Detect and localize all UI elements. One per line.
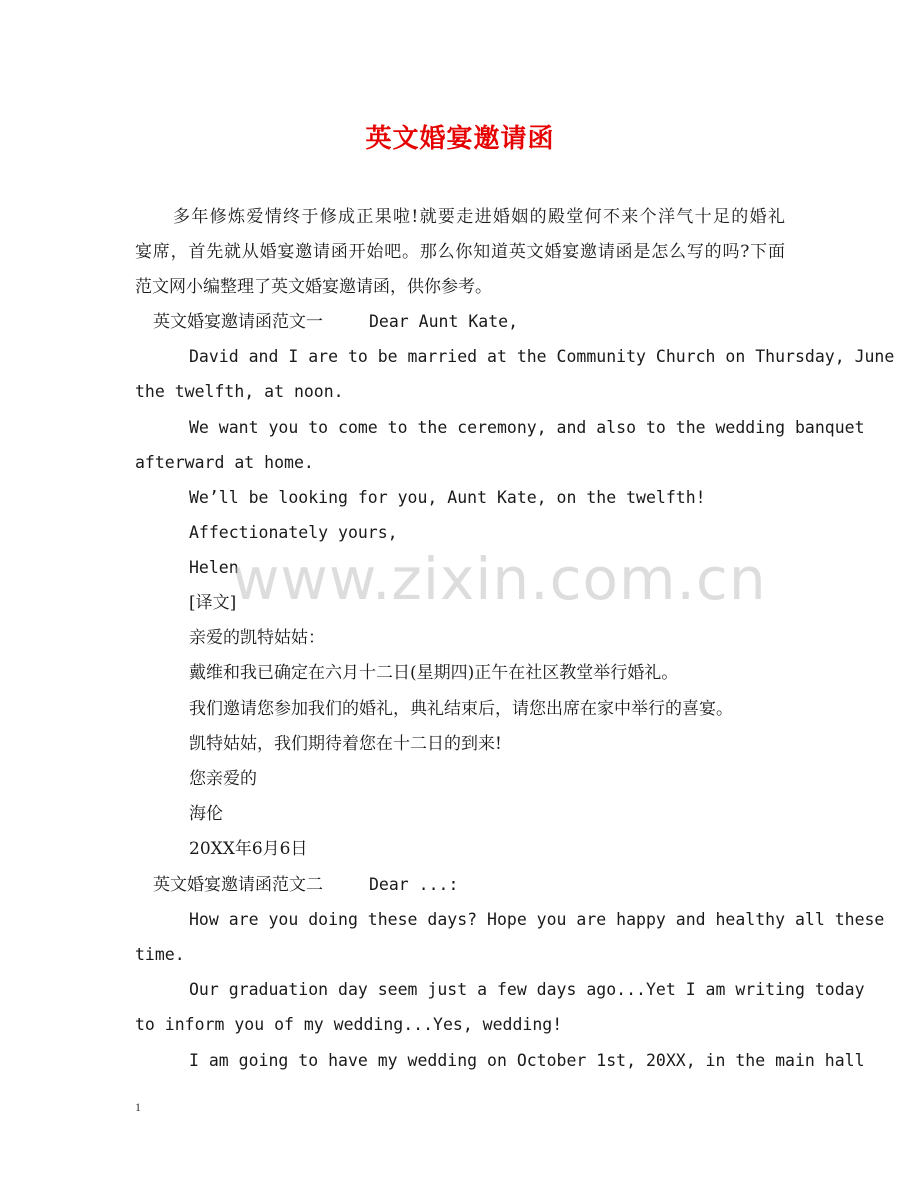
intro-line-3: 范文网小编整理了英文婚宴邀请函，供你参考。 xyxy=(135,277,492,297)
letter2-line-3: Our graduation day seem just a few days ago...Yet I am writing today xyxy=(189,980,865,999)
section-heading-2: 英文婚宴邀请函范文二 xyxy=(153,875,323,895)
translation-line-2: 戴维和我已确定在六月十二日(星期四)正午在社区教堂举行婚礼。 xyxy=(189,663,679,683)
translation-date: 20XX年6月6日 xyxy=(189,839,308,859)
letter2-line-5: I am going to have my wedding on October 1st, 20XX, in the main hall xyxy=(189,1051,865,1070)
translation-line-4: 凯特姑姑，我们期待着您在十二日的到来! xyxy=(189,734,502,754)
letter1-line-5: We’ll be looking for you, Aunt Kate, on the twelfth! xyxy=(189,488,706,507)
letter1-line-3: We want you to come to the ceremony, and also to the wedding banquet xyxy=(189,418,865,437)
letter1-line-4: afterward at home. xyxy=(135,453,314,472)
letter2-line-1: How are you doing these days? Hope you are happy and healthy all these xyxy=(189,910,885,929)
letter1-line-2: the twelfth, at noon. xyxy=(135,382,344,401)
translation-line-3: 我们邀请您参加我们的婚礼，典礼结束后，请您出席在家中举行的喜宴。 xyxy=(189,699,733,719)
greeting-1: Dear Aunt Kate, xyxy=(369,312,519,331)
intro-line-2: 宴席，首先就从婚宴邀请函开始吧。那么你知道英文婚宴邀请函是怎么写的吗?下面 xyxy=(135,242,785,262)
intro-line-1: 多年修炼爱情终于修成正果啦!就要走进婚姻的殿堂何不来个洋气十足的婚礼 xyxy=(173,207,785,227)
translation-signature: 海伦 xyxy=(189,804,223,824)
translation-line-1: 亲爱的凯特姑姑： xyxy=(189,628,325,648)
letter2-line-2: time. xyxy=(135,945,185,964)
translation-closing: 您亲爱的 xyxy=(189,769,257,789)
letter1-signature: Helen xyxy=(189,558,239,577)
watermark-text: www.zixin.com.cn xyxy=(232,545,767,613)
letter1-line-1: David and I are to be married at the Community Church on Thursday, June xyxy=(189,347,895,366)
translation-label: [译文] xyxy=(189,593,237,613)
page-number: 1 xyxy=(135,1100,141,1114)
section-heading-1: 英文婚宴邀请函范文一 xyxy=(153,312,323,332)
document-title: 英文婚宴邀请函 xyxy=(365,124,555,154)
letter2-line-4: to inform you of my wedding...Yes, wedding! xyxy=(135,1015,563,1034)
greeting-2: Dear ...: xyxy=(369,875,459,894)
letter1-closing: Affectionately yours, xyxy=(189,523,398,542)
